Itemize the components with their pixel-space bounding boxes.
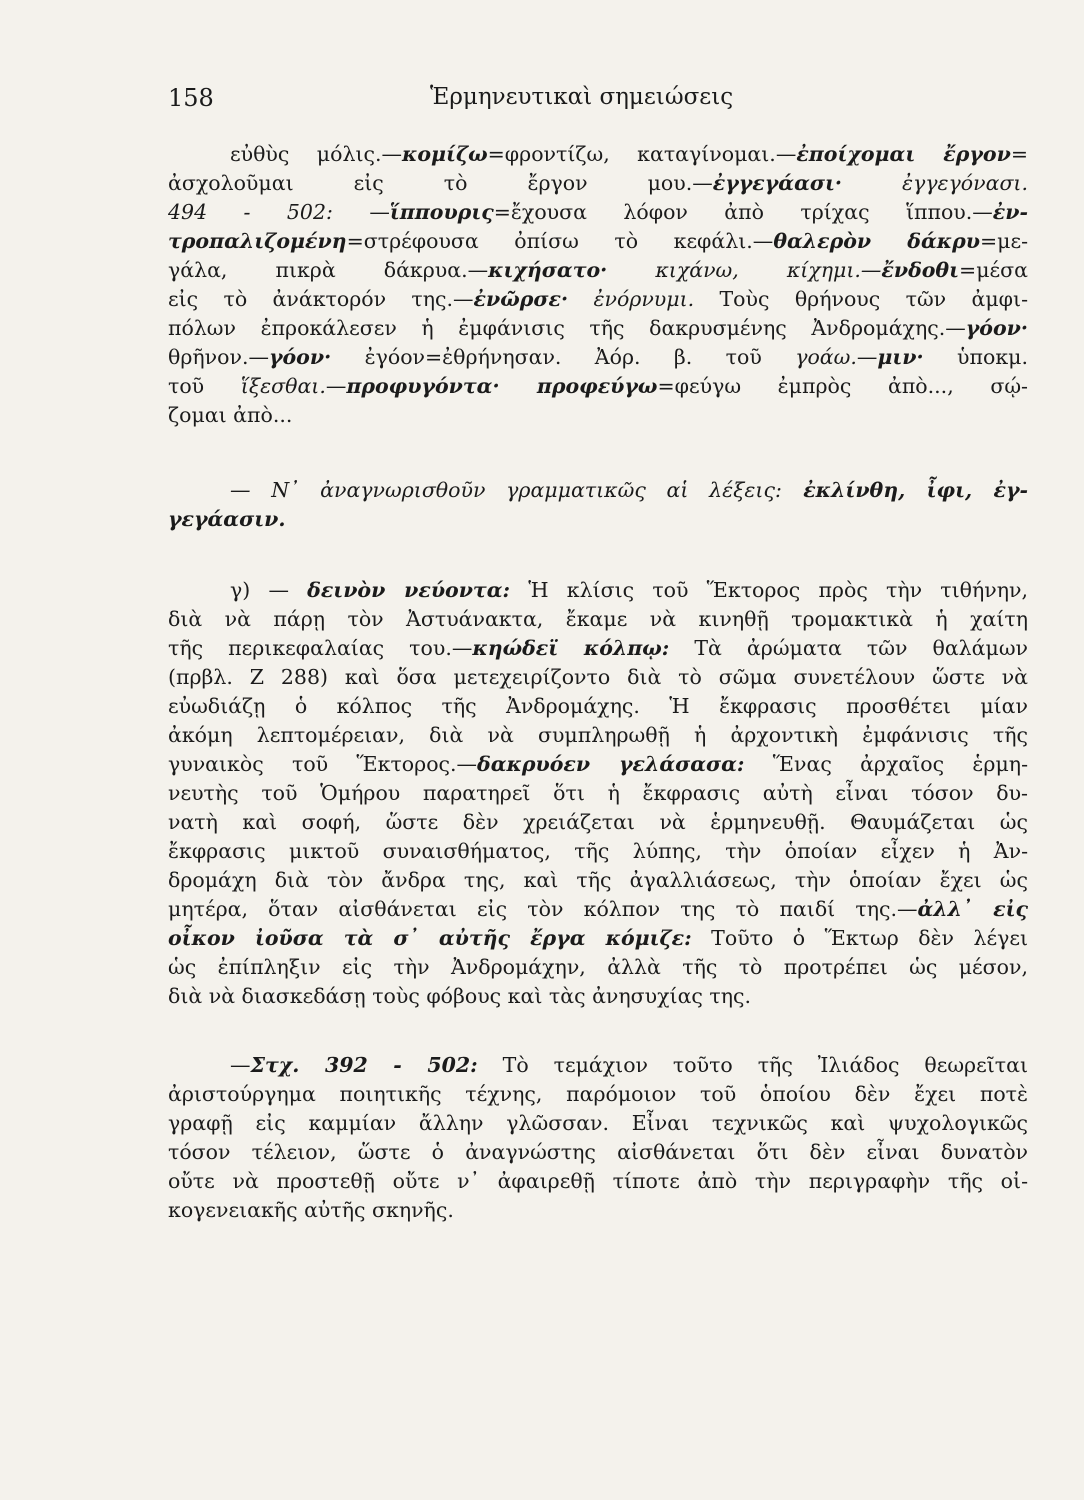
- text-line: [168, 866, 1028, 895]
- text-run: —: [230, 1053, 251, 1077]
- text-line: [168, 505, 1028, 534]
- text-line: [168, 953, 1028, 982]
- text-run: ἐγόον=ἐθρήνησαν. Ἀόρ. β. τοῦ: [331, 345, 796, 369]
- text-line: [168, 1196, 1028, 1225]
- lemma: οἶκον ἰοῦσα τὰ σ᾽ αὐτῆς ἔργα κόμιζε:: [168, 926, 692, 950]
- text-run: πόλων ἐπροκάλεσεν ἡ ἐμφάνισις τῆς δακρυσμένης Ἀνδρομάχης.—: [168, 316, 966, 340]
- text-run: οὔτε νὰ προστεθῇ οὔτε ν᾽ ἀφαιρεθῇ τίποτε ἀπὸ τὴν περιγραφὴν τῆς οἰ-: [168, 1169, 1028, 1193]
- text-run: ἀριστούργημα ποιητικῆς τέχνης, παρόμοιον τοῦ ὁποίου δὲν ἔχει ποτὲ: [168, 1082, 1028, 1106]
- text-line: [168, 982, 1028, 1011]
- text-run: κογενειακῆς αὐτῆς σκηνῆς.: [168, 1198, 454, 1222]
- text-run: γοάω.: [795, 345, 857, 369]
- text-run: ζομαι ἀπὸ...: [168, 403, 293, 427]
- text-run: εὐθὺς μόλις.—: [230, 142, 402, 166]
- text-line: [168, 895, 1028, 924]
- lemma: δεινὸν νεύοντα:: [307, 578, 511, 602]
- text-run: Τὰ ἀρώματα τῶν θαλάμων: [669, 636, 1028, 660]
- text-run: =φεύγω ἐμπρὸς ἀπὸ..., σῴ-: [657, 374, 1028, 398]
- text-line: [168, 779, 1028, 808]
- lemma: κηώδεϊ κόλπῳ:: [472, 636, 670, 660]
- text-run: —: [325, 374, 347, 398]
- text-run: τοῦ: [168, 374, 241, 398]
- text-column: [168, 140, 1028, 1225]
- text-run: γ) —: [230, 578, 308, 602]
- lemma: ἔνδοθι: [881, 258, 960, 282]
- lemma: μιν·: [877, 345, 924, 369]
- paragraph: [168, 1051, 1028, 1225]
- page-number: 158: [168, 84, 214, 112]
- text-line: [168, 1167, 1028, 1196]
- text-run: =: [1010, 142, 1029, 166]
- lemma: τροπαλιζομένη: [168, 229, 347, 253]
- lemma: κιχήσατο·: [488, 258, 608, 282]
- running-head: Ἑρμηνευτικαὶ σημειώσεις: [430, 84, 734, 110]
- text-run: ἐγγεγόνασι.: [842, 171, 1028, 195]
- text-run: Τὸ τεμάχιον τοῦτο τῆς Ἰλιάδος θεωρεῖται: [477, 1053, 1028, 1077]
- text-run: =στρέφουσα ὀπίσω τὸ κεφάλι.—: [346, 229, 774, 253]
- lemma: ἐνῶρσε·: [473, 287, 569, 311]
- text-run: =μέσα: [959, 258, 1028, 282]
- text-line: [168, 1109, 1028, 1138]
- text-line: [168, 1138, 1028, 1167]
- lemma: θαλερὸν δάκρυ: [773, 229, 980, 253]
- text-line: [168, 256, 1028, 285]
- text-run: νευτὴς τοῦ Ὁμήρου παρατηρεῖ ὅτι ἡ ἔκφρασις αὐτὴ εἶναι τόσον δυ-: [168, 781, 1028, 805]
- text-run: (πρβλ. Ζ 288) καὶ ὅσα μετεχειρίζοντο διὰ τὸ σῶμα συνετέλουν ὥστε νὰ: [168, 665, 1028, 689]
- text-line: [168, 198, 1028, 227]
- text-run: εὐωδιάζῃ ὁ κόλπος τῆς Ἀνδρομάχης. Ἡ ἔκφρασις προσθέτει μίαν: [168, 694, 1028, 718]
- text-run: τῆς περικεφαλαίας του.—: [168, 636, 473, 660]
- text-run: ἀσχολοῦμαι εἰς τὸ ἔργον μου.—: [168, 171, 713, 195]
- text-run: Τοῦτο ὁ Ἕκτωρ δὲν λέγει: [691, 926, 1028, 950]
- text-line: [168, 837, 1028, 866]
- text-run: μητέρα, ὅταν αἰσθάνεται εἰς τὸν κόλπον της τὸ παιδί της.—: [168, 897, 918, 921]
- text-run: =ἔχουσα λόφον ἀπὸ τρίχας ἵππου.—: [493, 200, 993, 224]
- text-line: [168, 692, 1028, 721]
- lemma: Στχ. 392 - 502:: [250, 1053, 478, 1077]
- text-line: [168, 576, 1028, 605]
- paragraph: [168, 476, 1028, 534]
- text-run: ἀκόμη λεπτομέρειαν, διὰ νὰ συμπληρωθῇ ἡ ἀρχοντικὴ ἐμφάνισις τῆς: [168, 723, 1028, 747]
- text-run: δρομάχη διὰ τὸν ἄνδρα της, καὶ τῆς ἀγαλλιάσεως, τὴν ὁποίαν ἔχει ὡς: [168, 868, 1028, 892]
- text-run: ὡς ἐπίπληξιν εἰς τὴν Ἀνδρομάχην, ἀλλὰ τῆς τὸ προτρέπει ὡς μέσον,: [168, 955, 1028, 979]
- text-line: [168, 227, 1028, 256]
- page-header: [168, 84, 1028, 124]
- text-run: —: [856, 345, 878, 369]
- text-run: τόσον τέλειον, ὥστε ὁ ἀναγνώστης αἰσθάνεται ὅτι δὲν εἶναι δυνατὸν: [168, 1140, 1028, 1164]
- text-run: θρῆνον.—: [168, 345, 269, 369]
- text-run: Ἡ κλίσις τοῦ Ἕκτορος πρὸς τὴν τιθήνην,: [510, 578, 1028, 602]
- text-line: [168, 1080, 1028, 1109]
- text-run: ὑποκμ.: [923, 345, 1028, 369]
- text-run: εἰς τὸ ἀνάκτορόν της.—: [168, 287, 474, 311]
- text-line: [168, 343, 1028, 372]
- text-run: Ἕνας ἀρχαῖος ἑρμη-: [744, 752, 1028, 776]
- text-line: [168, 401, 1028, 430]
- lemma: ἐποίχομαι ἔργον: [796, 142, 1011, 166]
- lemma: ἵππουρις: [389, 200, 494, 224]
- text-run: νατὴ καὶ σοφή, ὥστε δὲν χρειάζεται νὰ ἑρμηνευθῇ. Θαυμάζεται ὡς: [168, 810, 1028, 834]
- text-run: γυναικὸς τοῦ Ἕκτορος.—: [168, 752, 478, 776]
- text-line: [168, 140, 1028, 169]
- text-run: ἵξεσθαι.: [240, 374, 326, 398]
- text-run: =με-: [979, 229, 1029, 253]
- text-run: διὰ νὰ πάρῃ τὸν Ἀστυάνακτα, ἔκαμε νὰ κινηθῇ τρομακτικὰ ἡ χαίτη: [168, 607, 1028, 631]
- text-run: ἐνόρνυμι.: [568, 287, 695, 311]
- lemma: ἐγγεγάασι·: [712, 171, 843, 195]
- text-line: [168, 605, 1028, 634]
- text-run: 494 - 502:: [168, 200, 333, 224]
- lemma: κομίζω: [402, 142, 488, 166]
- lemma: γόον·: [965, 316, 1028, 340]
- lemma: ἐκλίνθη, ἶφι, ἐγ-: [781, 478, 1028, 502]
- text-run: —: [332, 200, 390, 224]
- text-line: [168, 663, 1028, 692]
- text-run: κιχάνω, κίχημι.—: [607, 258, 882, 282]
- text-run: ἔκφρασις μικτοῦ συναισθήματος, τῆς λύπης, τὴν ὁποίαν εἶχεν ἡ Ἀν-: [168, 839, 1028, 863]
- text-run: Τοὺς θρήνους τῶν ἀμφι-: [694, 287, 1028, 311]
- text-run: γάλα, πικρὰ δάκρυα.—: [168, 258, 489, 282]
- lemma: ἀλλ᾽ εἰς: [917, 897, 1028, 921]
- text-line: [168, 476, 1028, 505]
- text-line: [168, 314, 1028, 343]
- text-line: [168, 808, 1028, 837]
- paragraph: [168, 576, 1028, 1011]
- paragraph: [168, 140, 1028, 430]
- lemma: ἐν-: [992, 200, 1028, 224]
- text-line: [168, 634, 1028, 663]
- text-line: [168, 1051, 1028, 1080]
- text-run: γραφῇ εἰς καμμίαν ἄλλην γλῶσσαν. Εἶναι τεχνικῶς καὶ ψυχολογικῶς: [168, 1111, 1028, 1135]
- lemma: γόον·: [268, 345, 332, 369]
- lemma: δακρυόεν γελάσασα:: [477, 752, 745, 776]
- text-line: [168, 372, 1028, 401]
- lemma: γεγάασιν.: [168, 507, 286, 531]
- text-line: [168, 924, 1028, 953]
- text-run: =φροντίζω, καταγίνομαι.—: [487, 142, 797, 166]
- text-run: — Ν᾽ ἀναγνωρισθοῦν γραμματικῶς αἱ λέξεις:: [230, 478, 782, 502]
- lemma: προφυγόντα· προφεύγω: [346, 374, 658, 398]
- text-line: [168, 285, 1028, 314]
- text-line: [168, 750, 1028, 779]
- text-line: [168, 721, 1028, 750]
- text-run: διὰ νὰ διασκεδάσῃ τοὺς φόβους καὶ τὰς ἀνησυχίας της.: [168, 984, 752, 1008]
- text-line: [168, 169, 1028, 198]
